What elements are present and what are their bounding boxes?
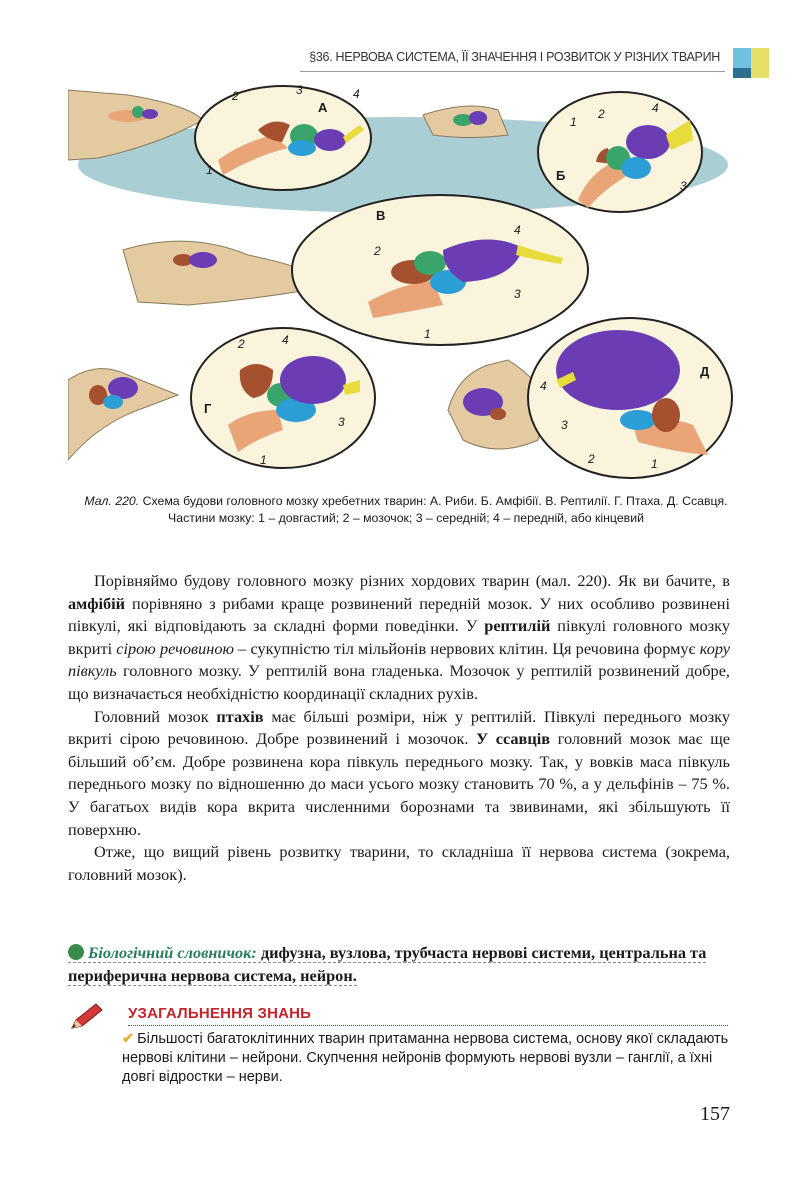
- figure-letter-d: Д: [700, 364, 710, 379]
- label-g-1: 1: [260, 453, 267, 467]
- pencil-icon: [68, 1002, 104, 1032]
- label-b-2: 2: [598, 107, 605, 121]
- label-v-4: 4: [514, 223, 521, 237]
- brain-figure-svg: [68, 80, 738, 480]
- label-g-3: 3: [338, 415, 345, 429]
- header-color-block-dark: [733, 68, 751, 78]
- label-a-2: 2: [232, 89, 239, 103]
- paragraph-2: Головний мозок птахів має більші розміри, ніж у рептилій. Півкулі переднього мозку вкриті сірою речовиною. Добре розвинений і мозочок. У ссавців головний мозок має ще більший об’єм. Добре розвинена кора півкуль переднього мозку. Так, у вовків маса півкуль переднього мозку по відношенню до маси усього мозку становить 70 %, а у дельфінів – 75 %. У багатьох видів кора вкрита численними борознами та звивинами, які збільшують її поверхню.: [68, 706, 730, 839]
- label-a-3: 3: [296, 83, 303, 97]
- brain-figure: [68, 80, 738, 480]
- label-v-1: 1: [424, 327, 431, 341]
- label-b-1: 1: [570, 115, 577, 129]
- figure-letter-v: В: [376, 208, 386, 223]
- label-b-4: 4: [652, 101, 659, 115]
- gear-icon: [68, 944, 84, 960]
- label-g-2: 2: [238, 337, 245, 351]
- paragraph-3: Отже, що вищий рівень розвитку тварини, то складніша її нервова система (зокрема, головний мозок).: [68, 842, 730, 884]
- body-text: [68, 570, 730, 886]
- paragraph-1: Порівняймо будову головного мозку різних хордових тварин (мал. 220). Як ви бачите, в амфібій порівняно з рибами краще розвинений передній мозок. У них особливо розвинені півкулі, які відповідають за складні форми поведінки. У рептилій півкулі головного мозку вкриті сірою речовиною – сукупністю тіл мільйонів нервових клітин. Ця речовина формує кору півкуль головного мозку. У рептилій вона гладенька. Мозочок у рептилій розвинений добре, що визначається необхідністю координації складних рухів.: [68, 571, 730, 703]
- label-a-1: 1: [206, 163, 213, 177]
- label-d-4: 4: [540, 379, 547, 393]
- figure-caption: [66, 493, 746, 526]
- running-header: §36. НЕРВОВА СИСТЕМА, ЇЇ ЗНАЧЕННЯ І РОЗВИТОК У РІЗНИХ ТВАРИН: [309, 50, 720, 64]
- label-g-4: 4: [282, 333, 289, 347]
- reptile-small-brain: [173, 252, 217, 268]
- label-v-2: 2: [374, 244, 381, 258]
- label-d-3: 3: [561, 418, 568, 432]
- glossary-terms: дифузна, вузлова, трубчаста нервові системи, центральна та периферична нервова система, нейрон.: [68, 943, 707, 985]
- figure-letter-a: А: [318, 100, 328, 115]
- caption-lead: Мал. 220.: [84, 494, 140, 508]
- label-v-3: 3: [514, 287, 521, 301]
- glossary-title: Біологічний словничок:: [88, 943, 257, 962]
- label-d-2: 2: [588, 452, 595, 466]
- label-a-4: 4: [353, 87, 360, 101]
- label-d-1: 1: [651, 457, 658, 471]
- summary-rule: [128, 1025, 728, 1026]
- summary-title: УЗАГАЛЬНЕННЯ ЗНАНЬ: [128, 1005, 312, 1022]
- caption-text: Схема будови головного мозку хребетних тварин: А. Риби. Б. Амфібії. В. Рептилії. Г. Птаха. Д. Ссавця. Частини мозку: 1 – довгастий; 2 – мозочок; 3 – середній; 4 – передній, або кінцевий: [142, 494, 728, 525]
- figure-letter-g: Г: [204, 401, 212, 416]
- label-b-3: 3: [680, 179, 687, 193]
- summary-bullet: ✔ Більшості багатоклітинних тварин притаманна нервова система, основу якої складають нервові клітини – нейрони. Скупчення нейронів формують нервові вузли – ганглії, а їхні довгі відростки – нерви.: [122, 1031, 729, 1085]
- header-rule: [300, 71, 725, 72]
- figure-letter-b: Б: [556, 168, 566, 183]
- checkmark-icon: ✔: [122, 1031, 135, 1047]
- page-number: 157: [700, 1103, 730, 1125]
- glossary: [68, 942, 730, 987]
